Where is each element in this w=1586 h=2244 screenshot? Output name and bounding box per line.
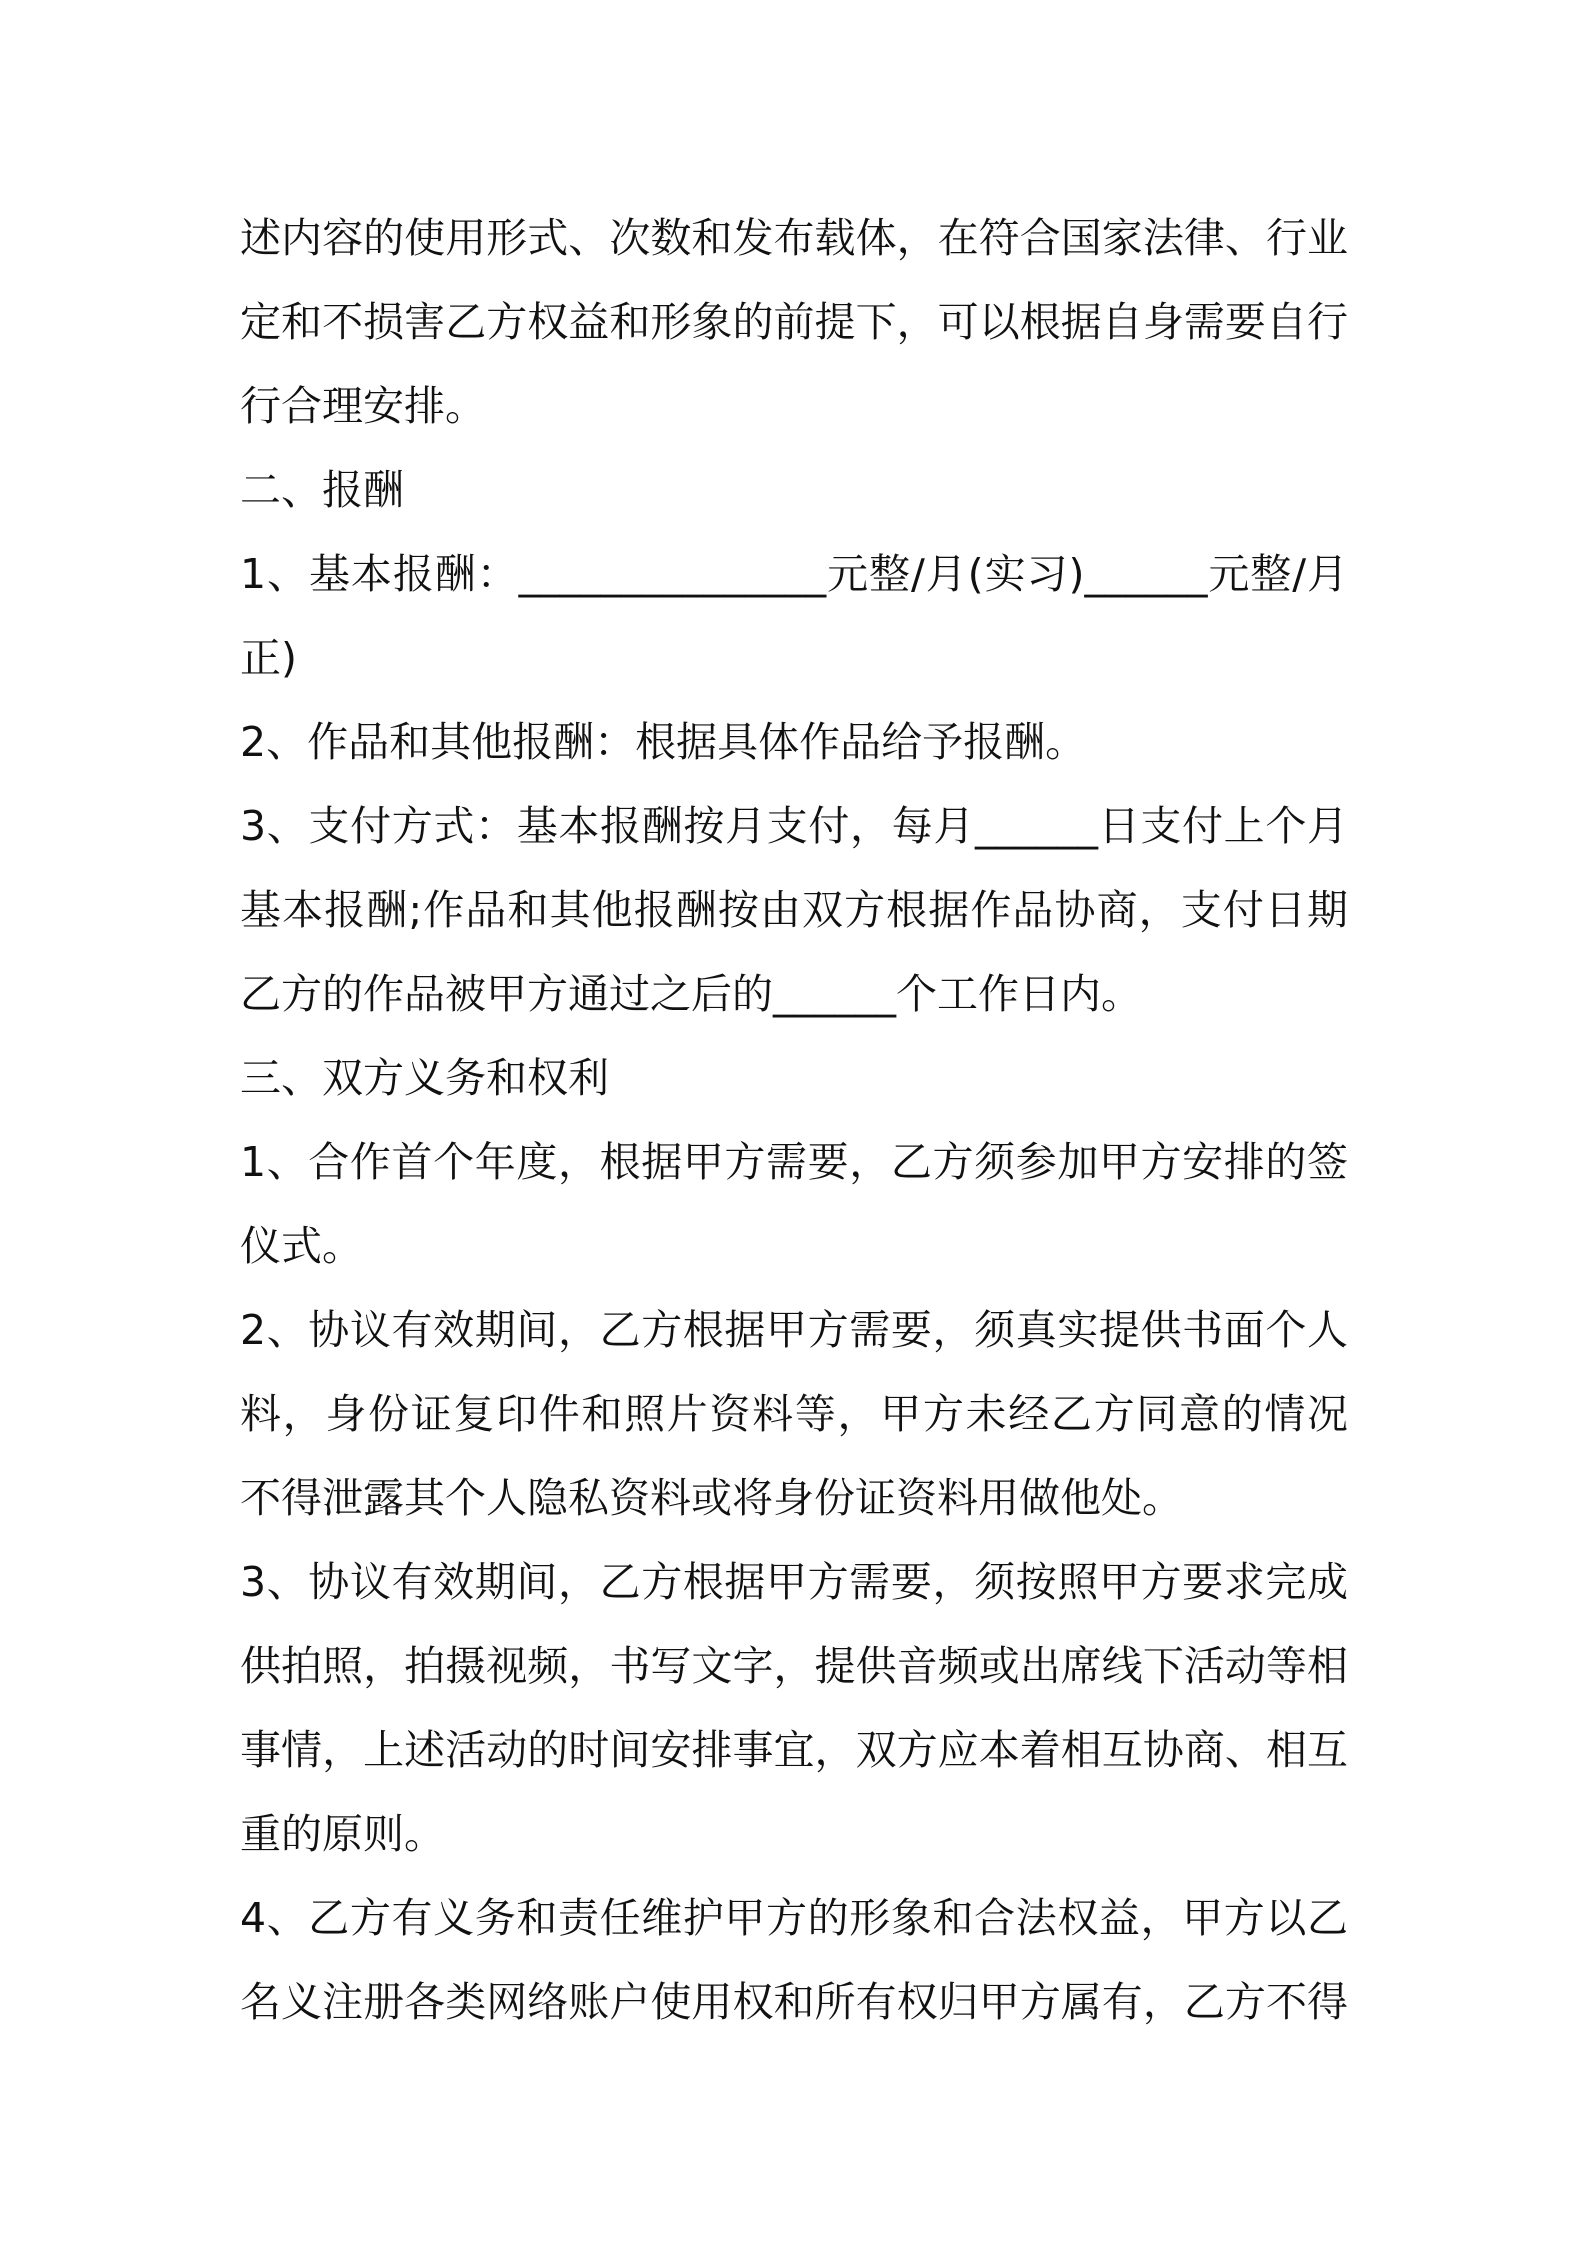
text-line: 正) <box>240 634 297 682</box>
text-line: 仪式。 <box>240 1222 363 1270</box>
section-heading: 三、双方义务和权利 <box>240 1054 609 1102</box>
text-line: 基本报酬;作品和其他报酬按由双方根据作品协商，支付日期 <box>240 886 1348 934</box>
document-body <box>240 196 1348 2044</box>
text-line: 名义注册各类网络账户使用权和所有权归甲方属有，乙方不得 <box>240 1978 1348 2026</box>
text-line: 事情，上述活动的时间安排事宜，双方应本着相互协商、相互 <box>240 1726 1348 1774</box>
text-line: 重的原则。 <box>240 1810 445 1858</box>
text-line: 行合理安排。 <box>240 382 486 430</box>
text-line: 料，身份证复印件和照片资料等，甲方未经乙方同意的情况 <box>240 1390 1348 1438</box>
text-line: 3、协议有效期间，乙方根据甲方需要，须按照甲方要求完成 <box>240 1558 1348 1606</box>
text-line: 3、支付方式：基本报酬按月支付，每月______日支付上个月 <box>240 802 1348 850</box>
text-line: 1、合作首个年度，根据甲方需要，乙方须参加甲方安排的签 <box>240 1138 1348 1186</box>
text-line: 2、协议有效期间，乙方根据甲方需要，须真实提供书面个人 <box>240 1306 1348 1354</box>
text-line: 乙方的作品被甲方通过之后的______个工作日内。 <box>240 970 1142 1018</box>
text-line: 供拍照，拍摄视频，书写文字，提供音频或出席线下活动等相 <box>240 1642 1348 1690</box>
text-line: 2、作品和其他报酬：根据具体作品给予报酬。 <box>240 718 1087 766</box>
text-line: 4、乙方有义务和责任维护甲方的形象和合法权益，甲方以乙 <box>240 1894 1348 1942</box>
section-heading: 二、报酬 <box>240 466 404 514</box>
text-line: 述内容的使用形式、次数和发布载体，在符合国家法律、行业 <box>240 214 1348 262</box>
text-line: 1、基本报酬：_______________元整/月(实习)______元整/月 <box>240 550 1348 598</box>
text-line: 不得泄露其个人隐私资料或将身份证资料用做他处。 <box>240 1474 1183 1522</box>
text-line: 定和不损害乙方权益和形象的前提下，可以根据自身需要自行 <box>240 298 1348 346</box>
